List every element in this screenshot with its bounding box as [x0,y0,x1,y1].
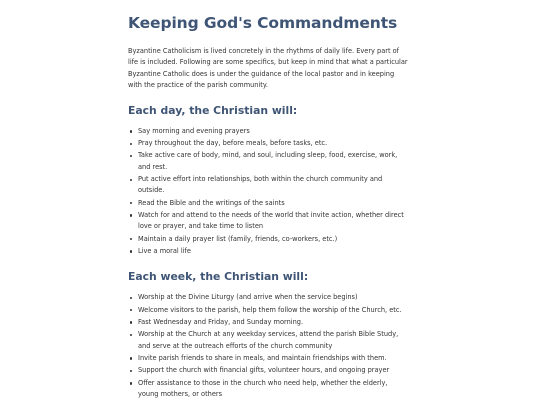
list-item: Worship at the Church at any weekday services, attend the parish Bible Study, and serve at the outreach efforts of the church community [137,329,408,351]
list-item: Say morning and evening prayers [137,126,408,137]
list-item: Live a moral life [137,246,408,257]
list-item: Put active effort into relationships, both within the church community and outside. [137,174,408,196]
list-item: Support the church with financial gifts, volunteer hours, and ongoing prayer [137,365,408,376]
list-item: Invite parish friends to share in meals, and maintain friendships with them. [137,353,408,364]
daily-list [128,126,408,258]
list-item: Maintain a daily prayer list (family, friends, co-workers, etc.) [137,234,408,245]
daily-heading: Each day, the Christian will: [128,103,298,117]
list-item: Worship at the Divine Liturgy (and arrive when the service begins) [137,292,408,303]
list-item: Fast Wednesday and Friday, and Sunday morning. [137,317,408,328]
weekly-heading: Each week, the Christian will: [128,270,309,284]
weekly-list [128,292,408,400]
page-title: Keeping God's Commandments [128,14,398,32]
list-item: Offer assistance to those in the church who need help, whether the elderly, young mothers, or others [137,378,408,400]
list-item: Watch for and attend to the needs of the world that invite action, whether direct love or prayer, and take time to listen [137,210,408,232]
list-item: Pray throughout the day, before meals, before tasks, etc. [137,138,408,149]
intro-paragraph: Byzantine Catholicism is lived concretely in the rhythms of daily life. Every part of life is included. Following are some specifics, but keep in mind that what a particular Byzantine Catholic does is under the guidance of the local pastor and in keeping with the practice of the parish community. [128,47,408,90]
list-item: Welcome visitors to the parish, help them follow the worship of the Church, etc. [137,305,408,316]
list-item: Read the Bible and the writings of the saints [137,198,408,209]
list-item: Take active care of body, mind, and soul, including sleep, food, exercise, work, and rest. [137,150,408,172]
